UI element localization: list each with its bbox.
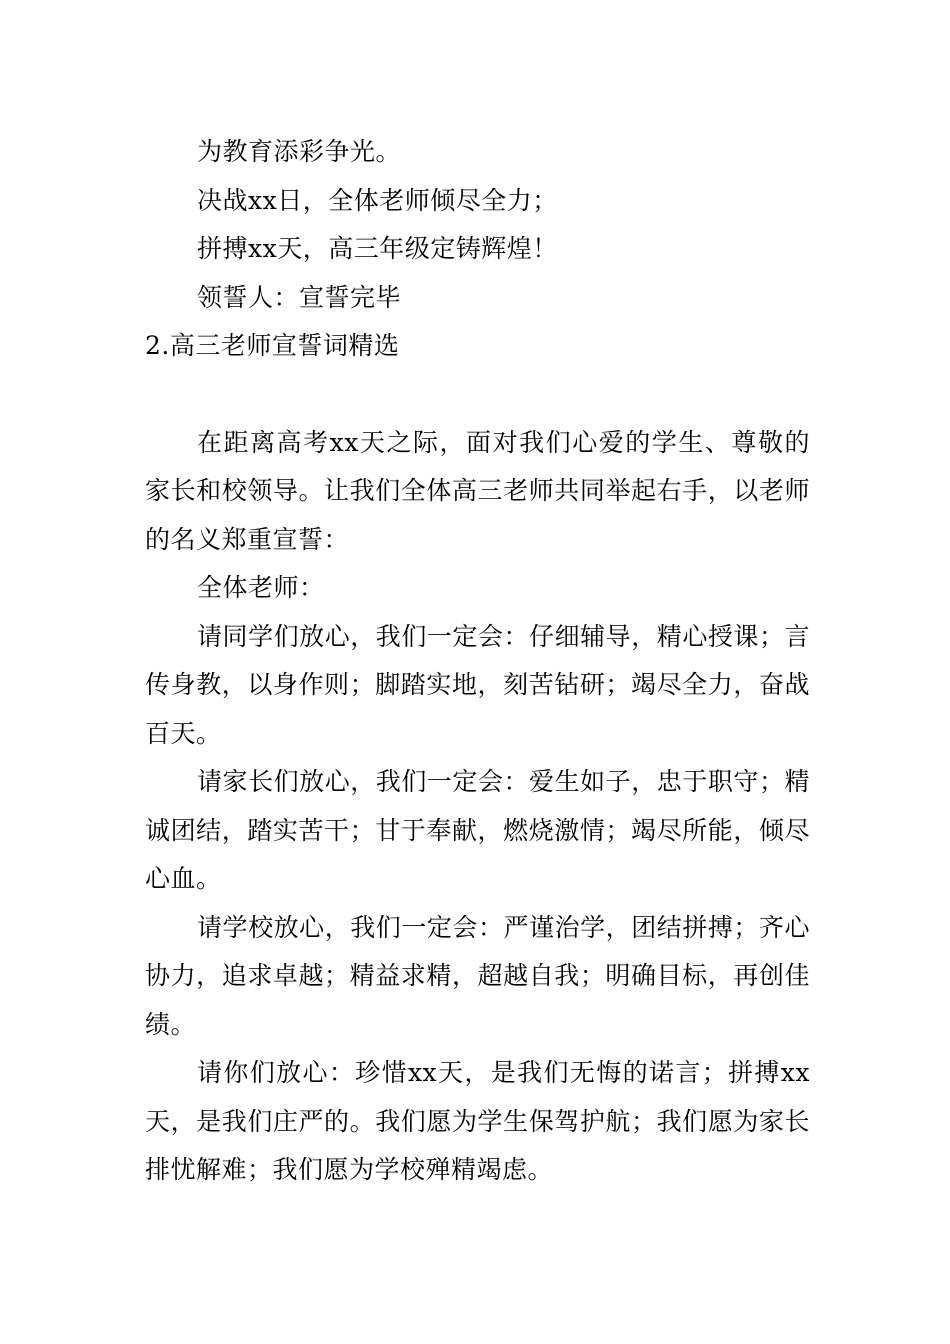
- paragraph: 在距离高考xx天之际，面对我们心爱的学生、尊敬的家长和校领导。让我们全体高三老师共同举起右手，以老师的名义郑重宣誓：: [145, 427, 810, 554]
- paragraph: 拼搏xx天，高三年级定铸辉煌！: [197, 234, 558, 263]
- paragraph: 全体老师：: [197, 573, 325, 602]
- blank-line: [145, 371, 810, 419]
- paragraph: 为教育添彩争光。: [197, 137, 402, 166]
- paragraph: 请学校放心，我们一定会：严谨治学，团结拼搏；齐心协力，追求卓越；精益求精，超越自我；明确目标，再创佳绩。: [145, 912, 810, 1039]
- section-heading: 2.高三老师宣誓词精选: [145, 331, 400, 360]
- document-body: [145, 128, 810, 1195]
- paragraph: 决战xx日，全体老师倾尽全力；: [197, 185, 558, 215]
- paragraph: 领誓人：宣誓完毕: [197, 282, 402, 312]
- paragraph: 请同学们放心，我们一定会：仔细辅导，精心授课；言传身教，以身作则；脚踏实地，刻苦钻研；竭尽全力，奋战百天。: [145, 621, 810, 748]
- paragraph: 请家长们放心，我们一定会：爱生如子，忠于职守；精诚团结，踏实苦干；甘于奉献，燃烧激情；竭尽所能，倾尽心血。: [145, 767, 810, 893]
- paragraph: 请你们放心：珍惜xx天，是我们无悔的诺言；拼搏xx天，是我们庄严的。我们愿为学生保驾护航；我们愿为家长排忧解难；我们愿为学校殚精竭虑。: [145, 1058, 810, 1184]
